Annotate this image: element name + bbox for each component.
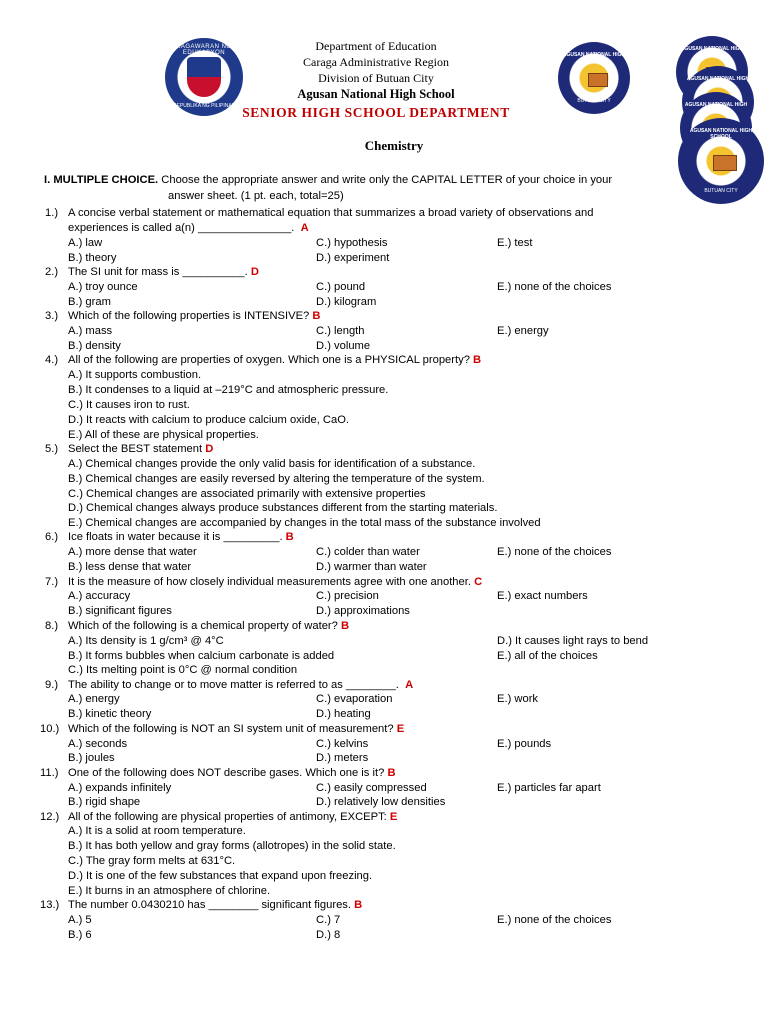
- choice: D.) 8: [316, 929, 341, 941]
- question-stem-text: One of the following does NOT describe gases. Which one is it?: [68, 767, 385, 779]
- answer-key: B: [312, 310, 321, 322]
- question-stem: A concise verbal statement or mathematical equation that summarizes a broad variety of observations and: [68, 207, 594, 219]
- question-stem-text: Which of the following properties is INTENSIVE?: [68, 310, 310, 322]
- subject-title: Chemistry: [364, 138, 424, 153]
- question-number: 10.): [40, 723, 60, 735]
- choice: A.) Chemical changes provide the only valid basis for identification of a substance.: [68, 458, 476, 470]
- choice: D.) experiment: [316, 252, 390, 264]
- choice: E.) none of the choices: [497, 281, 612, 293]
- choice: C.) 7: [316, 914, 341, 926]
- choice: B.) density: [68, 340, 121, 352]
- answer-key: D: [205, 443, 214, 455]
- region: Caraga Administrative Region: [303, 55, 449, 69]
- school-seal-bottom-text: BUTUAN CITY: [704, 188, 738, 194]
- question-stem: [68, 575, 482, 589]
- answer-key: B: [354, 899, 363, 911]
- question-stem-cont: [68, 221, 309, 235]
- question-stem-text: The ability to change or to move matter is referred to as ________.: [68, 679, 399, 691]
- choice: A.) It is a solid at room temperature.: [68, 825, 246, 837]
- school-seal-stack-4: [678, 118, 764, 204]
- question-stem: [68, 353, 481, 367]
- answer-key: B: [340, 620, 350, 632]
- choice: B.) It has both yellow and gray forms (allotropes) in the solid state.: [68, 840, 396, 852]
- choice: A.) Its density is 1 g/cm³ @ 4°C: [68, 635, 224, 647]
- school-seal-top-text: AGUSAN NATIONAL HIGH SCHOOL: [680, 46, 744, 58]
- choice: A.) law: [68, 237, 103, 249]
- question-stem-text: experiences is called a(n) _______________.: [68, 222, 295, 234]
- question-stem-text: All of the following are physical properties of antimony, EXCEPT:: [68, 811, 387, 823]
- school-seal-bottom-text: BUTUAN CITY: [577, 98, 611, 104]
- choice: C.) hypothesis: [316, 237, 388, 249]
- choice: E.) test: [497, 237, 533, 249]
- question-number: 5.): [45, 443, 59, 455]
- choice: E.) none of the choices: [497, 546, 612, 558]
- question-number: 3.): [45, 310, 59, 322]
- choice: D.) It is one of the few substances that expand upon freezing.: [68, 870, 373, 882]
- choice: B.) Chemical changes are easily reversed by altering the temperature of the system.: [68, 473, 485, 485]
- choice: A.) 5: [68, 914, 92, 926]
- choice: A.) seconds: [68, 738, 128, 750]
- question-stem: [68, 309, 320, 323]
- choice: E.) exact numbers: [497, 590, 588, 602]
- choice: D.) heating: [316, 708, 371, 720]
- question-number: 13.): [40, 899, 60, 911]
- question-stem-text: Which of the following is NOT an SI system unit of measurement?: [68, 723, 394, 735]
- question-stem-text: Ice floats in water because it is _________.: [68, 531, 283, 543]
- deped-seal-bottom-text: REPUBLIKA NG PILIPINAS: [173, 103, 235, 109]
- instructions-text: Choose the appropriate answer and write only the CAPITAL LETTER of your choice in your: [158, 174, 613, 186]
- dept-of-education: Department of Education: [315, 39, 437, 53]
- book-icon: [713, 155, 737, 171]
- choice: A.) It supports combustion.: [68, 369, 202, 381]
- question-number: 8.): [45, 620, 59, 632]
- answer-key: B: [387, 767, 396, 779]
- choice: B.) significant figures: [68, 605, 172, 617]
- choice: D.) kilogram: [316, 296, 377, 308]
- choice: B.) theory: [68, 252, 117, 264]
- question-stem: [68, 619, 349, 633]
- question-stem-text: It is the measure of how closely individual measurements agree with one another.: [68, 576, 471, 588]
- choice: A.) energy: [68, 693, 120, 705]
- question-number: 7.): [45, 576, 59, 588]
- choice: E.) particles far apart: [497, 782, 601, 794]
- question-stem: [68, 265, 259, 279]
- school-seal-top-text: AGUSAN NATIONAL HIGH SCHOOL: [689, 128, 753, 140]
- choice: A.) more dense that water: [68, 546, 197, 558]
- choice: E.) all of the choices: [497, 650, 598, 662]
- department-name: SENIOR HIGH SCHOOL DEPARTMENT: [242, 105, 510, 120]
- answer-key: E: [389, 811, 398, 823]
- choice: D.) volume: [316, 340, 371, 352]
- school-seal-top-text: AGUSAN NATIONAL HIGH SCHOOL: [686, 76, 750, 88]
- choice: A.) mass: [68, 325, 113, 337]
- choice: E.) work: [497, 693, 539, 705]
- choice: B.) 6: [68, 929, 92, 941]
- choice: C.) Chemical changes are associated primarily with extensive properties: [68, 488, 426, 500]
- answer-key: B: [473, 354, 482, 366]
- instructions-line-2: answer sheet. (1 pt. each, total=25): [168, 190, 344, 202]
- answer-key: D: [250, 266, 259, 278]
- choice: B.) less dense that water: [68, 561, 192, 573]
- choice: D.) Chemical changes always produce substances different from the starting materials.: [68, 502, 498, 514]
- question-stem: [68, 678, 413, 692]
- choice: D.) relatively low densities: [316, 796, 446, 808]
- question-stem-text: Select the BEST statement: [68, 443, 203, 455]
- answer-key: E: [396, 723, 405, 735]
- choice: C.) kelvins: [316, 738, 369, 750]
- question-stem: [68, 722, 404, 736]
- question-number: 4.): [45, 354, 59, 366]
- choice: C.) length: [316, 325, 365, 337]
- question-stem: [68, 766, 396, 780]
- question-number: 9.): [45, 679, 59, 691]
- question-number: 12.): [40, 811, 60, 823]
- choice: B.) kinetic theory: [68, 708, 152, 720]
- school-name: Agusan National High School: [297, 87, 455, 101]
- choice: E.) none of the choices: [497, 914, 612, 926]
- school-seal-top-text: AGUSAN NATIONAL HIGH SCHOOL: [684, 102, 748, 114]
- choice: B.) joules: [68, 752, 115, 764]
- question-stem-text: The number 0.0430210 has ________ significant figures.: [68, 899, 351, 911]
- choice: B.) gram: [68, 296, 111, 308]
- question-stem: [68, 530, 294, 544]
- choice: C.) The gray form melts at 631°C.: [68, 855, 236, 867]
- choice: E.) It burns in an atmosphere of chlorine.: [68, 885, 271, 897]
- answer-key: A: [300, 222, 309, 234]
- choice: E.) pounds: [497, 738, 552, 750]
- choice: A.) accuracy: [68, 590, 131, 602]
- question-number: 1.): [45, 207, 59, 219]
- school-seal-top-text: AGUSAN NATIONAL HIGH SCHOOL: [562, 52, 626, 64]
- choice: C.) easily compressed: [316, 782, 427, 794]
- choice: E.) energy: [497, 325, 549, 337]
- choice: C.) pound: [316, 281, 366, 293]
- choice: C.) It causes iron to rust.: [68, 399, 190, 411]
- choice: C.) precision: [316, 590, 379, 602]
- question-number: 2.): [45, 266, 59, 278]
- question-stem: [68, 810, 397, 824]
- letterhead: [0, 38, 760, 121]
- question-stem-text: The SI unit for mass is __________.: [68, 266, 248, 278]
- choice: D.) meters: [316, 752, 369, 764]
- choice: B.) It forms bubbles when calcium carbonate is added: [68, 650, 335, 662]
- choice: D.) warmer than water: [316, 561, 427, 573]
- deped-seal-top-text: KAGAWARAN NG EDUKASYON: [176, 44, 232, 56]
- choice: E.) Chemical changes are accompanied by changes in the total mass of the substance involved: [68, 517, 541, 529]
- choice: C.) colder than water: [316, 546, 420, 558]
- choice: E.) All of these are physical properties.: [68, 429, 259, 441]
- answer-key: C: [474, 576, 483, 588]
- question-stem: [68, 898, 362, 912]
- question-stem-text: All of the following are properties of oxygen. Which one is a PHYSICAL property?: [68, 354, 470, 366]
- choice: D.) It causes light rays to bend: [497, 635, 649, 647]
- answer-key: A: [405, 679, 414, 691]
- choice: A.) expands infinitely: [68, 782, 172, 794]
- choice: C.) Its melting point is 0°C @ normal condition: [68, 664, 298, 676]
- choice: A.) troy ounce: [68, 281, 138, 293]
- division: Division of Butuan City: [318, 71, 434, 85]
- instructions-line-1: [44, 173, 612, 187]
- question-stem-text: Which of the following is a chemical property of water?: [68, 620, 338, 632]
- choice: D.) It reacts with calcium to produce calcium oxide, CaO.: [68, 414, 350, 426]
- choice: B.) It condenses to a liquid at –219°C and atmospheric pressure.: [68, 384, 389, 396]
- answer-key: B: [285, 531, 294, 543]
- question-number: 6.): [45, 531, 59, 543]
- question-stem: [68, 442, 213, 456]
- choice: B.) rigid shape: [68, 796, 141, 808]
- choice: D.) approximations: [316, 605, 410, 617]
- choice: C.) evaporation: [316, 693, 393, 705]
- question-number: 11.): [40, 767, 59, 779]
- instructions-label: I. MULTIPLE CHOICE.: [44, 174, 159, 186]
